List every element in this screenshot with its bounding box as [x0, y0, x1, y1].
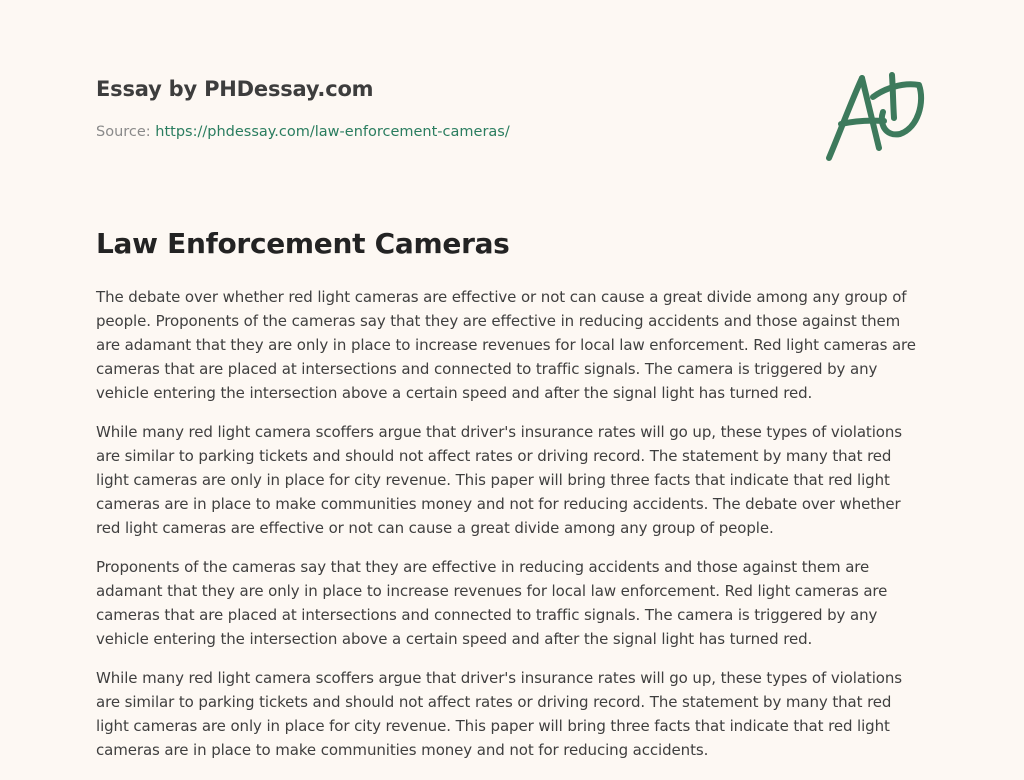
source-link[interactable]: https://phdessay.com/law-enforcement-cameras/: [155, 124, 510, 140]
essay-paragraph: While many red light camera scoffers argue that driver's insurance rates will go up, these types of violations are similar to parking tickets and should not affect rates or driving record. The statement by many that red light cameras are only in place for city revenue. This paper will bring three facts that indicate that red light cameras are in place to make communities money and not for reducing accidents.: [96, 669, 902, 759]
essay-paragraph: Proponents of the cameras say that they are effective in reducing accidents and those against them are adamant that they are only in place to increase revenues for local law enforcement. Red light cameras are cameras that are placed at intersections and connected to traffic signals. The camera is triggered by any vehicle entering the intersection above a certain speed and after the signal light has turned red.: [96, 558, 888, 648]
essay-title: Law Enforcement Cameras: [96, 227, 510, 260]
source-line: [96, 124, 510, 140]
source-label: Source:: [96, 124, 151, 140]
a-plus-logo-icon: [824, 66, 928, 166]
essay-paragraph: The debate over whether red light cameras are effective or not can cause a great divide among any group of people. Proponents of the cameras say that they are effective in reducing accidents and those against them are adamant that they are only in place to increase revenues for local law enforcement. Red light cameras are cameras that are placed at intersections and connected to traffic signals. The camera is triggered by any vehicle entering the intersection above a certain speed and after the signal light has turned red.: [96, 288, 916, 402]
essay-paragraph: While many red light camera scoffers argue that driver's insurance rates will go up, these types of violations are similar to parking tickets and should not affect rates or driving record. The statement by many that red light cameras are only in place for city revenue. This paper will bring three facts that indicate that red light cameras are in place to make communities money and not for reducing accidents. The debate over whether red light cameras are effective or not can cause a great divide among any group of people.: [96, 423, 902, 537]
brand-title: Essay by PHDessay.com: [96, 77, 374, 101]
essay-body: [96, 285, 926, 777]
